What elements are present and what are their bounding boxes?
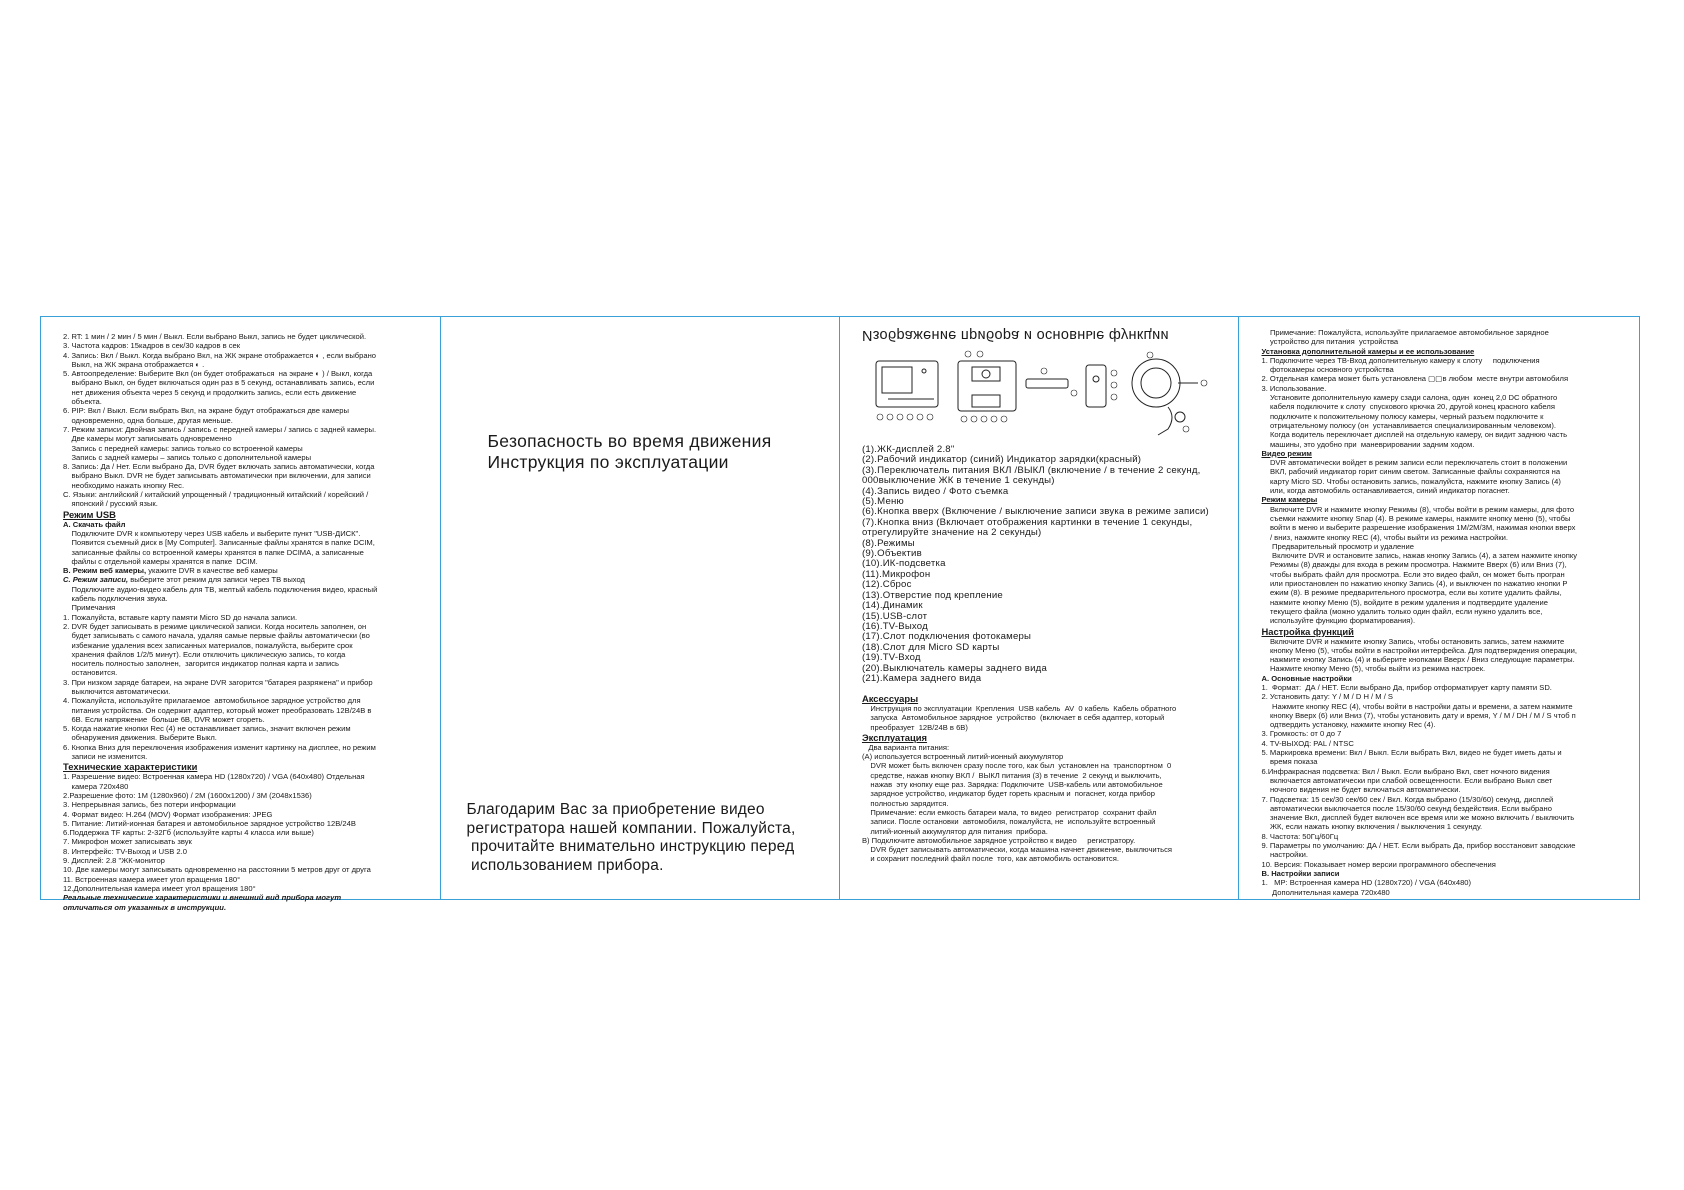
text-line: В) Подключите автомобильное зарядное устройство к видео регистратору. <box>861 835 1136 845</box>
text-line: 8. Частота: 50Гц/60Гц <box>1261 831 1339 841</box>
text-line: 000выключение ЖК в течение 1 секунды) <box>861 475 1055 487</box>
text-line: фотокамеры основного устройства <box>1261 365 1394 375</box>
panel-device <box>840 317 1240 899</box>
basic-settings-list <box>1261 683 1623 869</box>
text-line: 1. Формат: ДА / НЕТ. Если выбрано Да, прибор отформатирует карту памяти SD. <box>1261 682 1552 692</box>
text-line: (21).Камера заднего вида <box>861 672 982 684</box>
text-line: выбрано Выкл. DVR не будет записывать автоматически при включении, для записи <box>63 471 371 481</box>
tech-heading: Технические характеристики <box>63 761 198 773</box>
text-line: обнаружения движения. Выберите Выкл. <box>63 733 217 743</box>
text-line: (А) используется встроенный литий-ионный аккумулятор <box>861 752 1064 762</box>
disclaimer <box>63 893 420 912</box>
accessories-text <box>862 704 1222 732</box>
text-line: (13).Отверстие под крепление <box>861 589 1003 601</box>
basic-settings-heading: A. Основные настройки <box>1261 673 1352 683</box>
parts-list <box>862 445 1209 684</box>
text-line: 4. Пожалуйста, используйте прилагаемое автомобильное зарядное устройство для <box>63 696 361 706</box>
text-line: нет движения объекта через 5 секунд и продолжить запись, если есть движение <box>63 387 357 397</box>
text-line: (5).Меню <box>861 496 904 508</box>
text-line: будет записывать с самого начала, удаляя самые первые файлы автоматически (во <box>63 631 370 641</box>
camera-mode-text <box>1261 505 1623 626</box>
panel-cover <box>441 317 840 899</box>
text-line: 11. Встроенная камера имеет угол вращения 180° <box>63 874 241 884</box>
text-line: Запись с задней камеры – запись только с дополнительной камеры <box>63 452 312 462</box>
text-line: (20).Выключатель камеры заднего вида <box>861 662 1047 674</box>
manual-title: Инструкция по эксплуатации <box>487 452 729 472</box>
operation-heading: Эксплуатация <box>861 731 928 743</box>
text-line: необходимо нажать кнопку Rec. <box>63 480 185 490</box>
text-line: зарядное устройство, индикатор будет гореть красным и погаснет, когда прибор <box>861 789 1155 799</box>
text-line: 9. Параметры по умолчанию: ДА / НЕТ. Если выбрать Да, прибор восстановит заводские <box>1261 841 1576 851</box>
text-line: карту Micro SD. Чтобы остановить запись, пожалуйста, нажмите кнопку Запись (4) <box>1261 476 1561 486</box>
text-line: литий-ионный аккумулятор для питания прибора. <box>861 826 1048 836</box>
text-line: (15).USB-слот <box>861 610 928 622</box>
text-line: DVR может быть включен сразу после того, как был установлен на транспортном 0 <box>861 761 1172 771</box>
text-line: 9. Дисплей: 2.8 "ЖК-монитор <box>63 856 165 866</box>
usb-heading: Режим USB <box>63 508 116 520</box>
text-line: или приостановлен по нажатию кнопку Запись (4), и выключен по нажатию кнопки Р <box>1261 579 1568 589</box>
text-line: кабель подключения звука. <box>63 594 168 604</box>
text-line: носитель полностью заполнен, загорится индикатор полная карта и запись <box>63 659 339 669</box>
text-line: настройки. <box>1261 850 1308 860</box>
text-line: ЖК, если нажать кнопку включения / выключения 1 секунду. <box>1261 822 1483 832</box>
functions-text <box>1261 637 1623 674</box>
usb-record-text: выберите этот режим для записи через ТВ выход <box>128 575 305 585</box>
text-line: DVR автоматически войдет в режим записи если переключатель стоит в положении <box>1261 458 1568 468</box>
text-line: 4. Запись: Вкл / Выкл. Когда выбрано Вкл, на ЖК экране отображается ◐ , если выбрано <box>63 350 376 360</box>
text-line: 6. PIP: Вкл / Выкл. Если выбрать Вкл, на экране будут отображаться две камеры <box>63 406 349 416</box>
settings-list <box>63 332 420 509</box>
text-line: автоматически выключается после 15/30/60 секунд бездействия. Если выбрано <box>1261 803 1552 813</box>
extra-camera-text <box>1261 356 1623 449</box>
text-line: нажав эту кнопку еще раз. Зарядка: Подключите USB-кабель или автомобильное <box>861 780 1163 790</box>
text-line: 3. Громкость: от 0 до 7 <box>1261 729 1342 739</box>
text-line: машины, это удобно при маневрировании задним ходом. <box>1261 439 1475 449</box>
text-line: (6).Кнопка вверх (Включение / выключение записи звука в режиме записи) <box>861 506 1209 518</box>
text-line: 2. Отдельная камера может быть установлена ▢▢в любом месте внутри автомобиля <box>1261 374 1569 384</box>
usb-record-line <box>63 575 420 584</box>
text-line: подключите к положительному полюсу камеры, черный разъем подключите к <box>1261 411 1544 421</box>
text-line: (17).Слот подключения фотокамеры <box>861 631 1032 643</box>
text-line: 5. Питание: Литий-ионная батарея и автомобильное зарядное устройство 12В/24В <box>63 818 356 828</box>
text-line: кнопку Вверх (6) или Вниз (7), чтобы установить дату и время, Y / M / DH / M / S чтоб п <box>1261 710 1576 720</box>
text-line: отрегулируйте значение на 2 секунды) <box>861 527 1042 539</box>
text-line: Два варианта питания: <box>861 742 950 752</box>
text-line: Нажмите кнопку Меню (5), чтобы выйти из режима настроек. <box>1261 664 1486 674</box>
text-line: хранения файлов 1/2/5 минут). Если отключить циклическую запись, то когда <box>63 649 346 659</box>
text-line: (1).ЖК-дисплей 2.8" <box>861 444 955 455</box>
text-line: (14).Динамик <box>861 600 923 612</box>
text-line: полностью зарядится. <box>861 798 949 808</box>
text-line: 1. Подключите через TB-Вход дополнительную камеру к слоту подключения <box>1261 355 1540 365</box>
text-line: питания устройства. Он содержит адаптер, который может преобразовать 12В/24В в <box>63 705 372 715</box>
text-line: (18).Слот для Micro SD карты <box>861 641 1000 653</box>
text-line: используйте функцию форматирования). <box>1261 616 1416 626</box>
text-line: одтвердить установку, нажмите кнопку Rec (4). <box>1261 720 1436 730</box>
text-line: 6В. Если напряжение больше 6В, DVR может сгореть. <box>63 714 265 724</box>
text-line: записи не изменится. <box>63 752 148 762</box>
text-line: Нажмите кнопку REC (4), чтобы войти в настройки даты и времени, а затем нажмите <box>1261 701 1573 711</box>
text-line: отрицательному полюсу (он устанавливается специализированным человеком). <box>1261 420 1556 430</box>
text-line: 1. MP: Встроенная камера HD (1280x720) / VGA (640x480) <box>1261 878 1472 888</box>
usb-webcam-line <box>63 566 420 575</box>
usb-record-label: C. Режим записи, <box>63 575 129 585</box>
text-line: Выкл, на ЖК экрана отображается ◐ . <box>63 359 205 369</box>
cover-titles <box>488 431 772 473</box>
text-line: Примечание: если емкость батареи мала, то видео регистратор сохранит файл <box>861 807 1157 817</box>
text-line: остановится. <box>63 668 118 678</box>
text-line: 2. DVR будет записывать в режиме циклической записи. Когда носитель заполнен, он <box>63 621 367 631</box>
text-line: нажмите кнопку Запись (4) и выберите кнопками Вверх / Вниз следующие параметры. <box>1261 655 1575 665</box>
text-line: (12).Сброс <box>861 579 912 591</box>
text-line: 3. Непрерывная запись, без потери информации <box>63 800 236 810</box>
text-line: и сохранит последний файл после того, как автомобиль остановится. <box>861 854 1119 864</box>
text-line: преобразует 12В/24В в 6В) <box>861 722 968 732</box>
text-line: DVR будет записывать автоматически, когда машина начнет движение, выключиться <box>861 845 1172 855</box>
extra-camera-heading: Установка дополнительной камеры и ее использование <box>1261 346 1475 356</box>
record-settings-heading: B. Настройки записи <box>1261 868 1340 878</box>
text-line: Запись с передней камеры: запись только со встроенной камеры <box>63 443 303 453</box>
text-line: одновременно, одна больше, другая меньше. <box>63 415 233 425</box>
mirrored-title: Изображение прибора и основные функции <box>861 327 1169 343</box>
text-line: ВКЛ, рабочий индикатор горит синим светом. Записанные файлы сохраняются на <box>1261 467 1561 477</box>
camera-mode-heading: Режим камеры <box>1261 495 1318 505</box>
text-line: 7. Микрофон может записывать звук <box>63 837 192 847</box>
text-line: Когда водитель переключает дисплей на отдельную камеру, он видит заднюю часть <box>1261 430 1568 440</box>
text-line: время показа <box>1261 757 1318 767</box>
text-line: запуска Автомобильное зарядное устройство (включает в себя адаптер, который <box>861 713 1165 723</box>
text-line: 5. Автоопределение: Выберите Вкл (он будет отображаться на экране ◐ ) / Выкл, когда <box>63 369 373 379</box>
video-mode-text <box>1261 458 1623 495</box>
text-line: файлы с отдельной камеры хранятся в папке DCIM. <box>63 556 258 566</box>
notes-list <box>63 585 420 762</box>
safety-title: Безопасность во время движения <box>487 431 772 451</box>
text-line: или, когда автомобиль останавливается, синий индикатор погаснет. <box>1261 486 1510 496</box>
charger-note <box>1261 328 1623 347</box>
text-line: 8. Интерфейс: TV-Выход и USB 2.0 <box>63 846 187 856</box>
accessories-heading: Аксессуары <box>861 693 919 704</box>
text-line: (8).Режимы <box>861 537 915 549</box>
text-line: Появится съемный диск в [My Computer]. Записанные файлы хранятся в папке DCIM, <box>63 538 375 548</box>
text-line: войти в меню и выберите разрешение изображения 1M/2M/3M, нажимая кнопки вверх <box>1261 523 1576 533</box>
text-line: / вниз, нажмите кнопку REC (4), чтобы выйти из режима настройки. <box>1261 532 1508 542</box>
text-line: 2. RT: 1 мин / 2 мин / 5 мин / Выкл. Если выбрано Выкл, запись не будет циклической. <box>63 332 367 341</box>
text-line: 3. Частота кадров: 15кадров в сек/30 кадров в сек <box>63 341 241 351</box>
text-line: 3. При низком заряде батареи, на экране DVR загорится "батарея разряжена" и прибор <box>63 677 373 687</box>
text-line: (10).ИК-подсветка <box>861 558 946 570</box>
text-line: (3).Переключатель питания ВКЛ /ВЫКЛ (включение / в течение 2 секунд, <box>861 464 1201 476</box>
text-line: 4. TV-ВЫХОД: PAL / NTSC <box>1261 738 1354 748</box>
text-line: Включите DVR и остановите запись, нажав кнопку Запись (4), а затем нажмите кнопку <box>1261 551 1578 561</box>
panel-settings <box>41 317 441 912</box>
text-line: избежание удаления всех записанных материалов, пожалуйста, выберите срок <box>63 640 353 650</box>
text-line: Дополнительная камера 720x480 <box>1261 887 1390 897</box>
text-line: (9).Объектив <box>861 548 922 560</box>
text-line: 1. Разрешение видео: Встроенная камера HD (1280x720) / VGA (640x480) Отдельная <box>63 772 365 782</box>
tech-list <box>63 772 420 893</box>
text-line: 5. Когда нажатие кнопки Rec (4) не останавливает запись, значит включен режим <box>63 724 351 734</box>
thanks-text: Благодарим Вас за приобретение видео регистратора нашей компании. Пожалуйста, прочитайте внимательно инструкцию перед использованием прибора. <box>466 801 796 874</box>
usb-webcam-label: B. Режим веб камеры, <box>63 566 147 576</box>
text-line: Предварительный просмотр и удаление <box>1261 541 1414 551</box>
record-settings-list <box>1261 878 1623 897</box>
text-line: 2.Разрешение фото: 1M (1280x960) / 2M (1600x1200) / 3M (2048x1536) <box>63 790 312 800</box>
text-line: средстве, нажав кнопку ВКЛ / ВЫКЛ питания (3) в течение 2 секунд и выключить, <box>861 770 1162 780</box>
text-line: камера 720x480 <box>63 781 129 791</box>
text-line: кнопку Меню (5), чтобы войти в настройки интерфейса. Для подтверждения операции, <box>1261 645 1578 655</box>
device-diagram <box>868 349 1223 444</box>
text-line: ежим (8). В режиме предварительного просмотра, если вы хотите удалить файлы, <box>1261 588 1562 598</box>
text-line: (19).TV-Вход <box>861 652 921 664</box>
text-line: Примечание: Пожалуйста, используйте прилагаемое автомобильное зарядное <box>1261 328 1549 337</box>
usb-webcam-text: укажите DVR в качестве веб камеры <box>146 566 278 576</box>
operation-text <box>862 743 1222 864</box>
text-line: 6.Инфракрасная подсветка: Вкл / Выкл. Если выбрано Вкл, свет ночного видения <box>1261 766 1550 776</box>
text-line: нажмите кнопку Меню (5), войдите в режим удаления и подтвердите удаление <box>1261 597 1548 607</box>
text-line: текущего файла (можно удалить только один файл, если нужно удалить все, <box>1261 606 1543 616</box>
text-line: выключится автоматически. <box>63 686 171 696</box>
text-line: (4).Запись видео / Фото съемка <box>861 485 1009 497</box>
text-line: C. Языки: английский / китайский упрощенный / традиционный китайский / корейский / <box>63 490 369 500</box>
text-line: выбрано Выкл, он будет включаться один раз в 5 секунд, останавливать запись, если <box>63 378 375 388</box>
text-line: 8. Запись: Да / Нет. Если выбрано Да, DVR будет включать запись автоматически, когда <box>63 462 375 472</box>
text-line: кабеля подключите к слоту спускового крючка 20, другой конец красного кабеля <box>1261 402 1555 412</box>
text-line: (11).Микрофон <box>861 568 931 580</box>
text-line: (16).TV-Выход <box>861 620 928 632</box>
text-line: Подключите аудио-видео кабель для ТВ, желтый кабель подключения видео, красный <box>63 584 378 594</box>
text-line: записи. После остановки автомобиля, пожалуйста, не используйте встроенный <box>861 817 1156 827</box>
text-line: отличаться от указанных в инструкции. <box>63 902 227 912</box>
text-line: Две камеры могут записывать одновременно <box>63 434 232 444</box>
text-line: (7).Кнопка вниз (Включает отображения картинки в течение 1 секунды, <box>861 516 1193 528</box>
text-line: 1. Пожалуйста, вставьте карту памяти Micro SD до начала записи. <box>63 612 298 622</box>
video-mode-heading: Видео режим <box>1261 448 1312 458</box>
text-line: Инструкция по эксплуатации Крепления USB кабель AV 0 кабель Кабель обратного <box>861 704 1177 713</box>
text-line: 10. Две камеры могут записывать одновременно на расстоянии 5 метров друг от друга <box>63 865 371 875</box>
usb-download-text <box>63 529 420 566</box>
text-line: 5. Маркировка времени: Вкл / Выкл. Если выбрать Вкл, видео не будет иметь даты и <box>1261 748 1562 758</box>
usb-download-label: A. Скачать файл <box>63 519 126 529</box>
text-line: японский / русский язык. <box>63 499 158 509</box>
text-line: 12.Дополнительная камера имеет угол вращения 180° <box>63 883 256 893</box>
text-line: ночного видения не будет включаться автоматически. <box>1261 785 1461 795</box>
text-line: Реальные технические характеристики и внешний вид прибора могут <box>63 893 342 903</box>
text-line: Подключите DVR к компьютеру через USB кабель и выберите пункт "USB-ДИСК". <box>63 528 361 538</box>
text-line: Примечания <box>63 603 116 613</box>
text-line: записанные файлы со встроенной камеры хранятся в папке DCIMA, а записанные <box>63 547 364 557</box>
text-line: Включите DVR и нажмите кнопку Запись, чтобы остановить запись, затем нажмите <box>1261 636 1565 646</box>
text-line: 3. Использование. <box>1261 383 1327 393</box>
text-line: 6.Поддержка TF карты: 2-32Гб (используйте карты 4 класса или выше) <box>63 828 314 838</box>
text-line: 7. Режим записи: Двойная запись / запись с передней камеры / запись с задней камеры. <box>63 424 377 434</box>
text-line: значение Вкл, дисплей будет включен все время или же можно включить / выключить <box>1261 813 1575 823</box>
text-line: включается автоматически при слабой освещенности. Если выбрано Выкл свет <box>1261 775 1553 785</box>
panel-functions <box>1239 317 1639 899</box>
functions-heading: Настройка функций <box>1261 625 1354 637</box>
text-line: 2. Установить дату: Y / M / D H / M / S <box>1261 692 1393 702</box>
text-line: 10. Версия: Показывает номер версии программного обеспечения <box>1261 859 1496 869</box>
text-line: 7. Подсветка: 15 сек/30 сек/60 сек / Вкл. Когда выбрано (15/30/60) секунд, дисплей <box>1261 794 1554 804</box>
accessories-section <box>862 693 1222 864</box>
text-line: 4. Формат видео: H.264 (MOV) Формат изображения: JPEG <box>63 809 273 819</box>
text-line: (2).Рабочий индикатор (синий) Индикатор зарядки(красный) <box>861 454 1142 466</box>
text-line: устройство для питания устройства <box>1261 337 1399 347</box>
instruction-sheet <box>40 316 1640 912</box>
text-line: 6. Кнопка Вниз для переключения изображения изменит картинку на дисплее, но режим <box>63 742 376 752</box>
text-line: Установите дополнительную камеру сзади салона, один конец 2,0 DC обратного <box>1261 393 1558 403</box>
text-line: чтобы выбрать файл для просмотра. Если это видео файл, он может быть програн <box>1261 569 1565 579</box>
text-line: Режимы (8) дважды для входа в режим просмотра. Нажмите Вверх (6) или Вниз (7), <box>1261 560 1567 570</box>
text-line: объекта. <box>63 397 102 407</box>
text-line: съемки нажмите кнопку Snap (4). В режиме камеры, нажмите кнопку меню (5), чтобы <box>1261 513 1571 523</box>
text-line: Включите DVR и нажмите кнопку Режимы (8), чтобы войти в режим камеры, для фото <box>1261 504 1575 514</box>
